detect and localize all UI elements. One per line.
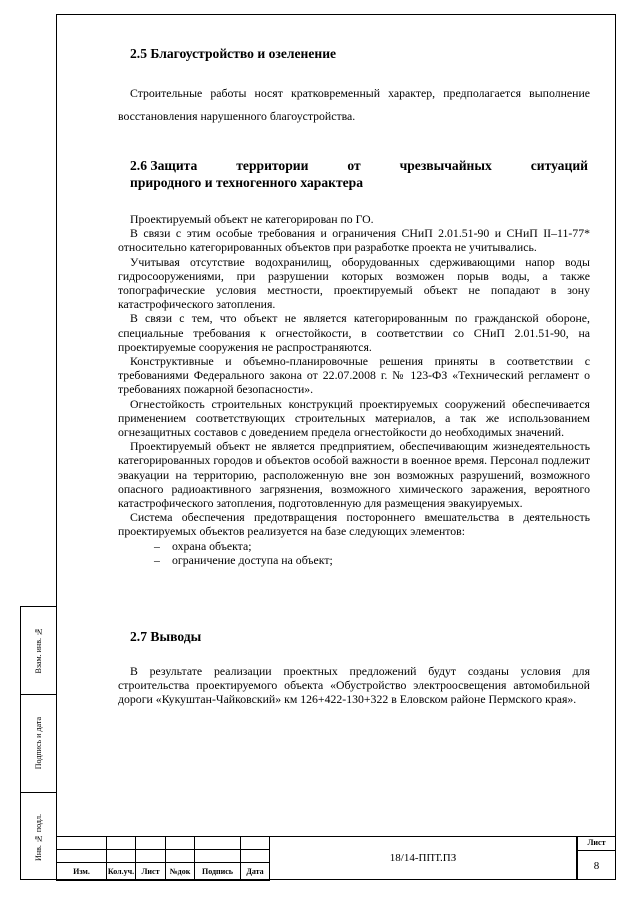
col-kolich: Кол.уч.: [107, 863, 136, 881]
section-2-6-body: [118, 212, 590, 567]
heading-word: чрезвычайных: [399, 158, 492, 173]
title-block: [56, 836, 616, 880]
heading-word: территории: [236, 158, 309, 173]
side-stamp-inv: [21, 793, 56, 881]
col-data: Дата: [241, 863, 270, 881]
sheet-number: 8: [593, 860, 600, 872]
list-item: – ограничение доступа на объект;: [154, 553, 590, 567]
side-stamp-vzam: [21, 607, 56, 695]
col-podpis: Подпись: [195, 863, 241, 881]
side-stamp-inv-label: Инв. № подл.: [33, 813, 43, 861]
side-stamp: [20, 606, 56, 880]
paragraph: Система обеспечения предотвращения постороннего вмешательства в деятельность проектируемых объектов реализуется на базе следующих элементов:: [118, 510, 590, 539]
paragraph: Конструктивные и объемно-планировочные решения приняты в соответствии с требованиями Федерального закона от 22.07.2008 г. № 123-ФЗ «Технический регламент о требованиях пожарной безопасности».: [118, 354, 590, 397]
heading-word: 2.6 Защита: [130, 158, 198, 173]
paragraph: В связи с тем, что объект не является категорированным по гражданской обороне, специальные требования к огнестойкости, в соответствии со СНиП 2.01.51-90, на проектируемые сооружения не распространяются.: [118, 311, 590, 354]
col-ndok: №док: [166, 863, 195, 881]
document-code: 18/14-ППТ.ПЗ: [269, 836, 577, 880]
section-2-6-heading-line2: природного и техногенного характера: [130, 175, 364, 190]
section-2-5-text: Строительные работы носят кратковременный характер, предполагается выполнение восстановления нарушенного благоустройства.: [118, 86, 590, 123]
paragraph: Огнестойкость строительных конструкций проектируемых сооружений обеспечивается применением соответствующих строительных материалов, а так же использованием огнезащитных составов с доведением предела огнестойкости до необходимых значений.: [118, 396, 590, 440]
paragraph: В связи с этим особые требования и ограничения СНиП 2.01.51-90 и СНиП II–11-77* относительно категорированных объектов при разработке проекта не учитывались.: [118, 226, 590, 255]
col-izm: Изм.: [57, 863, 107, 881]
col-list: Лист: [136, 863, 166, 881]
paragraph: В результате реализации проектных предложений будут созданы условия для строительства проектируемого объекта «Обустройство электроосвещения автомобильной дороги «Кукуштан-Чайковский» км 126+422-130+322 в Еловском районе Пермского края».: [118, 664, 590, 707]
paragraph: Проектируемый объект не категорирован по ГО.: [130, 212, 374, 226]
section-2-6-heading-line1: [130, 157, 588, 174]
sheet-label: Лист: [578, 837, 615, 851]
elements-list: [118, 539, 590, 567]
side-stamp-podpis-label: Подпись и дата: [33, 717, 43, 770]
paragraph: Учитывая отсутствие водохранилищ, оборудованных сдерживающими напор воды гидросооружениями, при разрушении которых возможен порыв воды, а также топографические условия местности, проектируемый объект не попадают в зону катастрофического затопления.: [118, 254, 590, 312]
paragraph: Проектируемый объект не является предприятием, обеспечивающим жизнедеятельность категорированных городов и объектов особой важности в военное время. Персонал подлежит эвакуации на территорию, расположенную вне зон возможных разрушений, возможного опасного радиоактивного загрязнения, возможного химического заражения, вероятного катастрофического затопления, подготовленную для размещения эвакуируемых.: [118, 439, 590, 511]
heading-word: от: [347, 158, 361, 173]
side-stamp-vzam-label: Взам. инв. №: [33, 627, 43, 674]
list-item: – охрана объекта;: [154, 539, 590, 553]
heading-word: ситуаций: [530, 158, 588, 173]
side-stamp-podpis: [21, 695, 56, 793]
sheet-box: [577, 836, 616, 880]
section-2-6-heading: [130, 157, 588, 191]
revision-table: [56, 836, 270, 881]
section-2-7-body: [118, 664, 590, 707]
section-2-5-heading: 2.5 Благоустройство и озеленение: [130, 46, 337, 61]
section-2-7-heading: 2.7 Выводы: [130, 629, 202, 644]
